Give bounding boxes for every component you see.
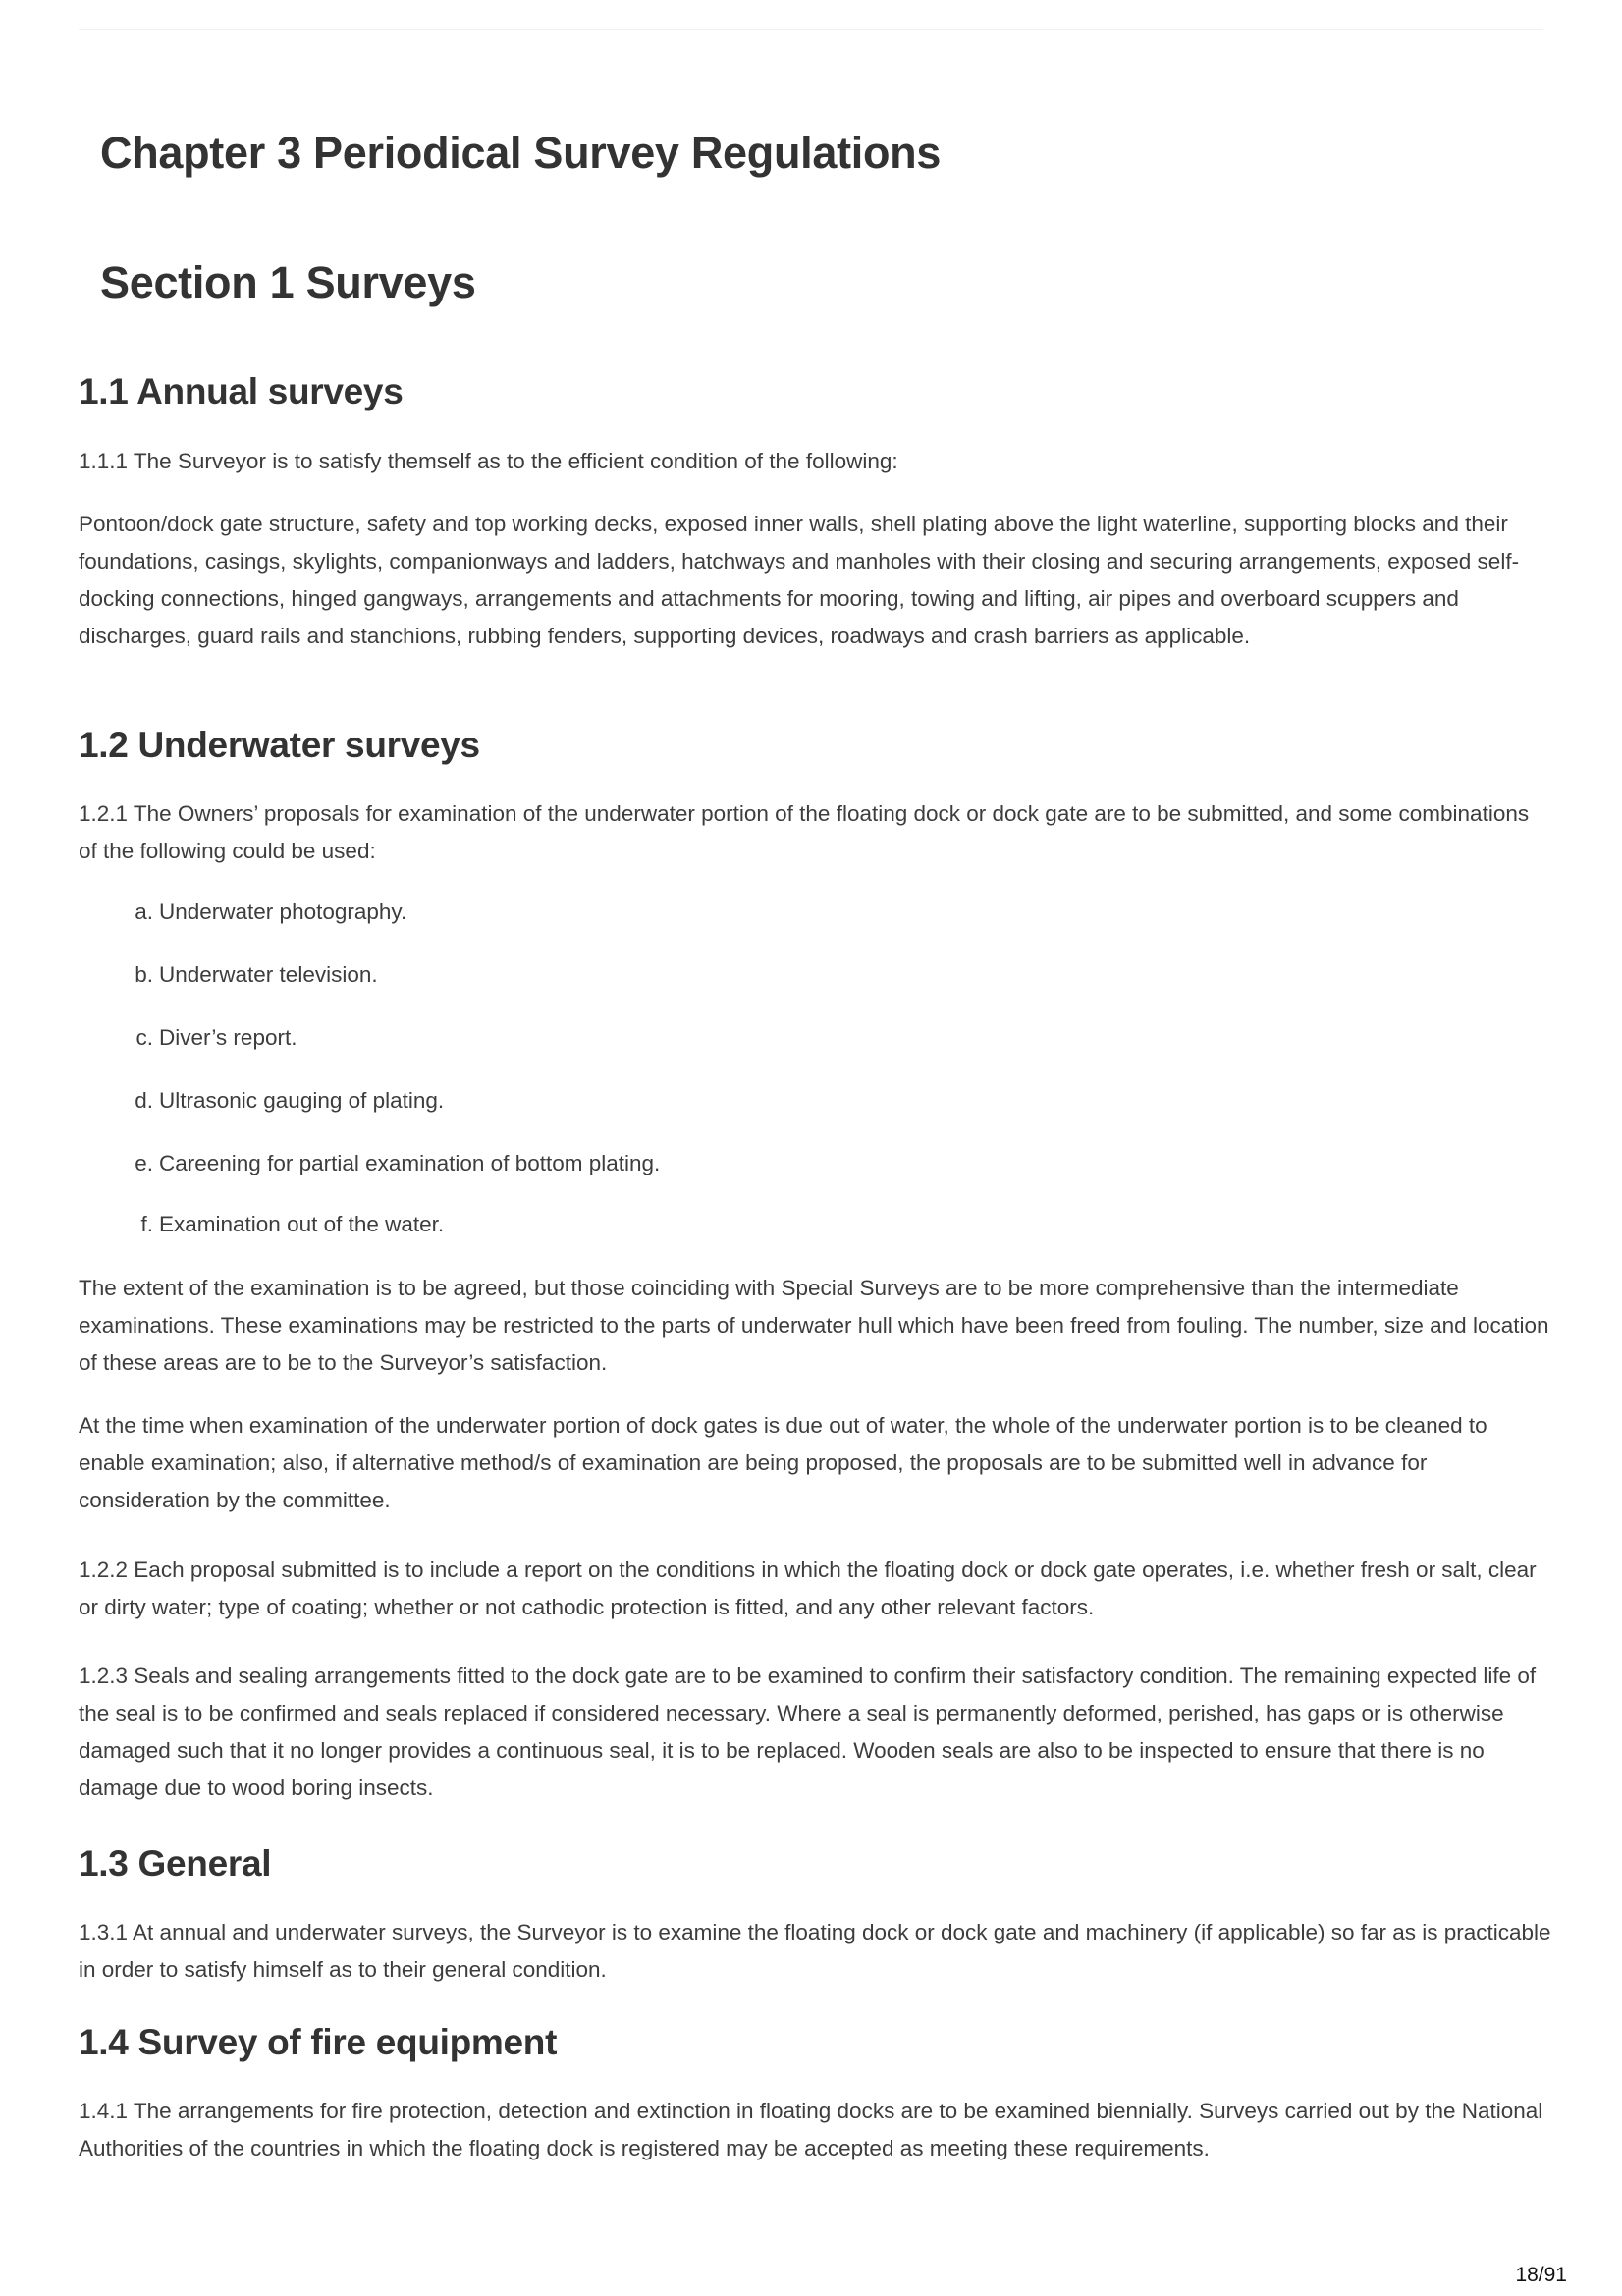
list-item	[79, 957, 378, 994]
section-title: Section 1 Surveys	[100, 257, 476, 307]
list-item-text: Underwater television.	[159, 962, 378, 987]
para-1-2-2: 1.2.2 Each proposal submitted is to include a report on the conditions in which the floating dock or dock gate operates, i.e. whether fresh or salt, clear or dirty water; type of coating; whether or not cathodic protection is fitted, and any other relevant factors.	[79, 1558, 1537, 1619]
list-item-text: Ultrasonic gauging of plating.	[159, 1088, 445, 1113]
heading-general: 1.3 General	[79, 1843, 272, 1884]
list-marker: a.	[135, 900, 153, 924]
para-1-4-1: 1.4.1 The arrangements for fire protection, detection and extinction in floating docks are to be examined biennially. Surveys carried out by the National Authorities of the countries in which the floating dock is registered may be accepted as meeting these requirements.	[79, 2099, 1543, 2160]
para-1-2-1: 1.2.1 The Owners’ proposals for examination of the underwater portion of the floating dock or dock gate are to be submitted, and some combinations of the following could be used:	[79, 801, 1530, 863]
list-item-text: Careening for partial examination of bottom plating.	[159, 1151, 661, 1175]
para-dock-gates-cleaning: At the time when examination of the underwater portion of dock gates is due out of water, the whole of the underwater portion is to be cleaned to enable examination; also, if alternative method/s of examination are being proposed, the proposals are to be submitted well in advance for consideration by the committee.	[79, 1413, 1487, 1512]
list-marker: e.	[135, 1151, 153, 1175]
list-item	[79, 894, 406, 931]
heading-underwater-surveys: 1.2 Underwater surveys	[79, 725, 480, 765]
heading-fire-equipment: 1.4 Survey of fire equipment	[79, 2022, 558, 2062]
para-1-2-3: 1.2.3 Seals and sealing arrangements fitted to the dock gate are to be examined to confirm their satisfactory condition. The remaining expected life of the seal is to be confirmed and seals replaced if considered necessary. Where a seal is permanently deformed, perished, has gaps or is otherwise damaged such that it no longer provides a continuous seal, it is to be replaced. Wooden seals are also to be inspected to ensure that there is no damage due to wood boring insects.	[79, 1664, 1537, 1800]
para-examination-extent: The extent of the examination is to be agreed, but those coinciding with Special Surveys are to be more comprehensive than the intermediate examinations. These examinations may be restricted to the parts of underwater hull which have been freed from fouling. The number, size and location of these areas are to be to the Surveyor’s satisfaction.	[79, 1276, 1549, 1375]
heading-annual-surveys: 1.1 Annual surveys	[79, 371, 404, 411]
list-marker: d.	[135, 1088, 153, 1113]
chapter-title: Chapter 3 Periodical Survey Regulations	[100, 128, 942, 178]
list-item-text: Examination out of the water.	[159, 1212, 445, 1236]
list-item	[79, 1206, 444, 1243]
top-rule	[79, 29, 1543, 30]
list-item	[79, 1019, 297, 1057]
list-item	[79, 1145, 660, 1182]
list-marker: b.	[135, 962, 153, 987]
page-number: 18/91	[1515, 2264, 1567, 2286]
para-annual-items: Pontoon/dock gate structure, safety and top working decks, exposed inner walls, shell plating above the light waterline, supporting blocks and their foundations, casings, skylights, companionways and ladders, hatchways and manholes with their closing and securing arrangements, exposed self-docking connections, hinged gangways, arrangements and attachments for mooring, towing and lifting, air pipes and overboard scuppers and discharges, guard rails and stanchions, rubbing fenders, supporting devices, roadways and crash barriers as applicable.	[79, 512, 1520, 648]
list-item-text: Diver’s report.	[159, 1025, 297, 1050]
list-item-text: Underwater photography.	[159, 900, 407, 924]
list-marker: f.	[140, 1212, 153, 1236]
para-1-3-1: 1.3.1 At annual and underwater surveys, the Surveyor is to examine the floating dock or dock gate and machinery (if applicable) so far as is practicable in order to satisfy himself as to their general condition.	[79, 1920, 1551, 1982]
para-1-1-1: 1.1.1 The Surveyor is to satisfy themself as to the efficient condition of the following:	[79, 449, 898, 473]
list-item	[79, 1082, 444, 1120]
list-marker: c.	[135, 1025, 153, 1050]
